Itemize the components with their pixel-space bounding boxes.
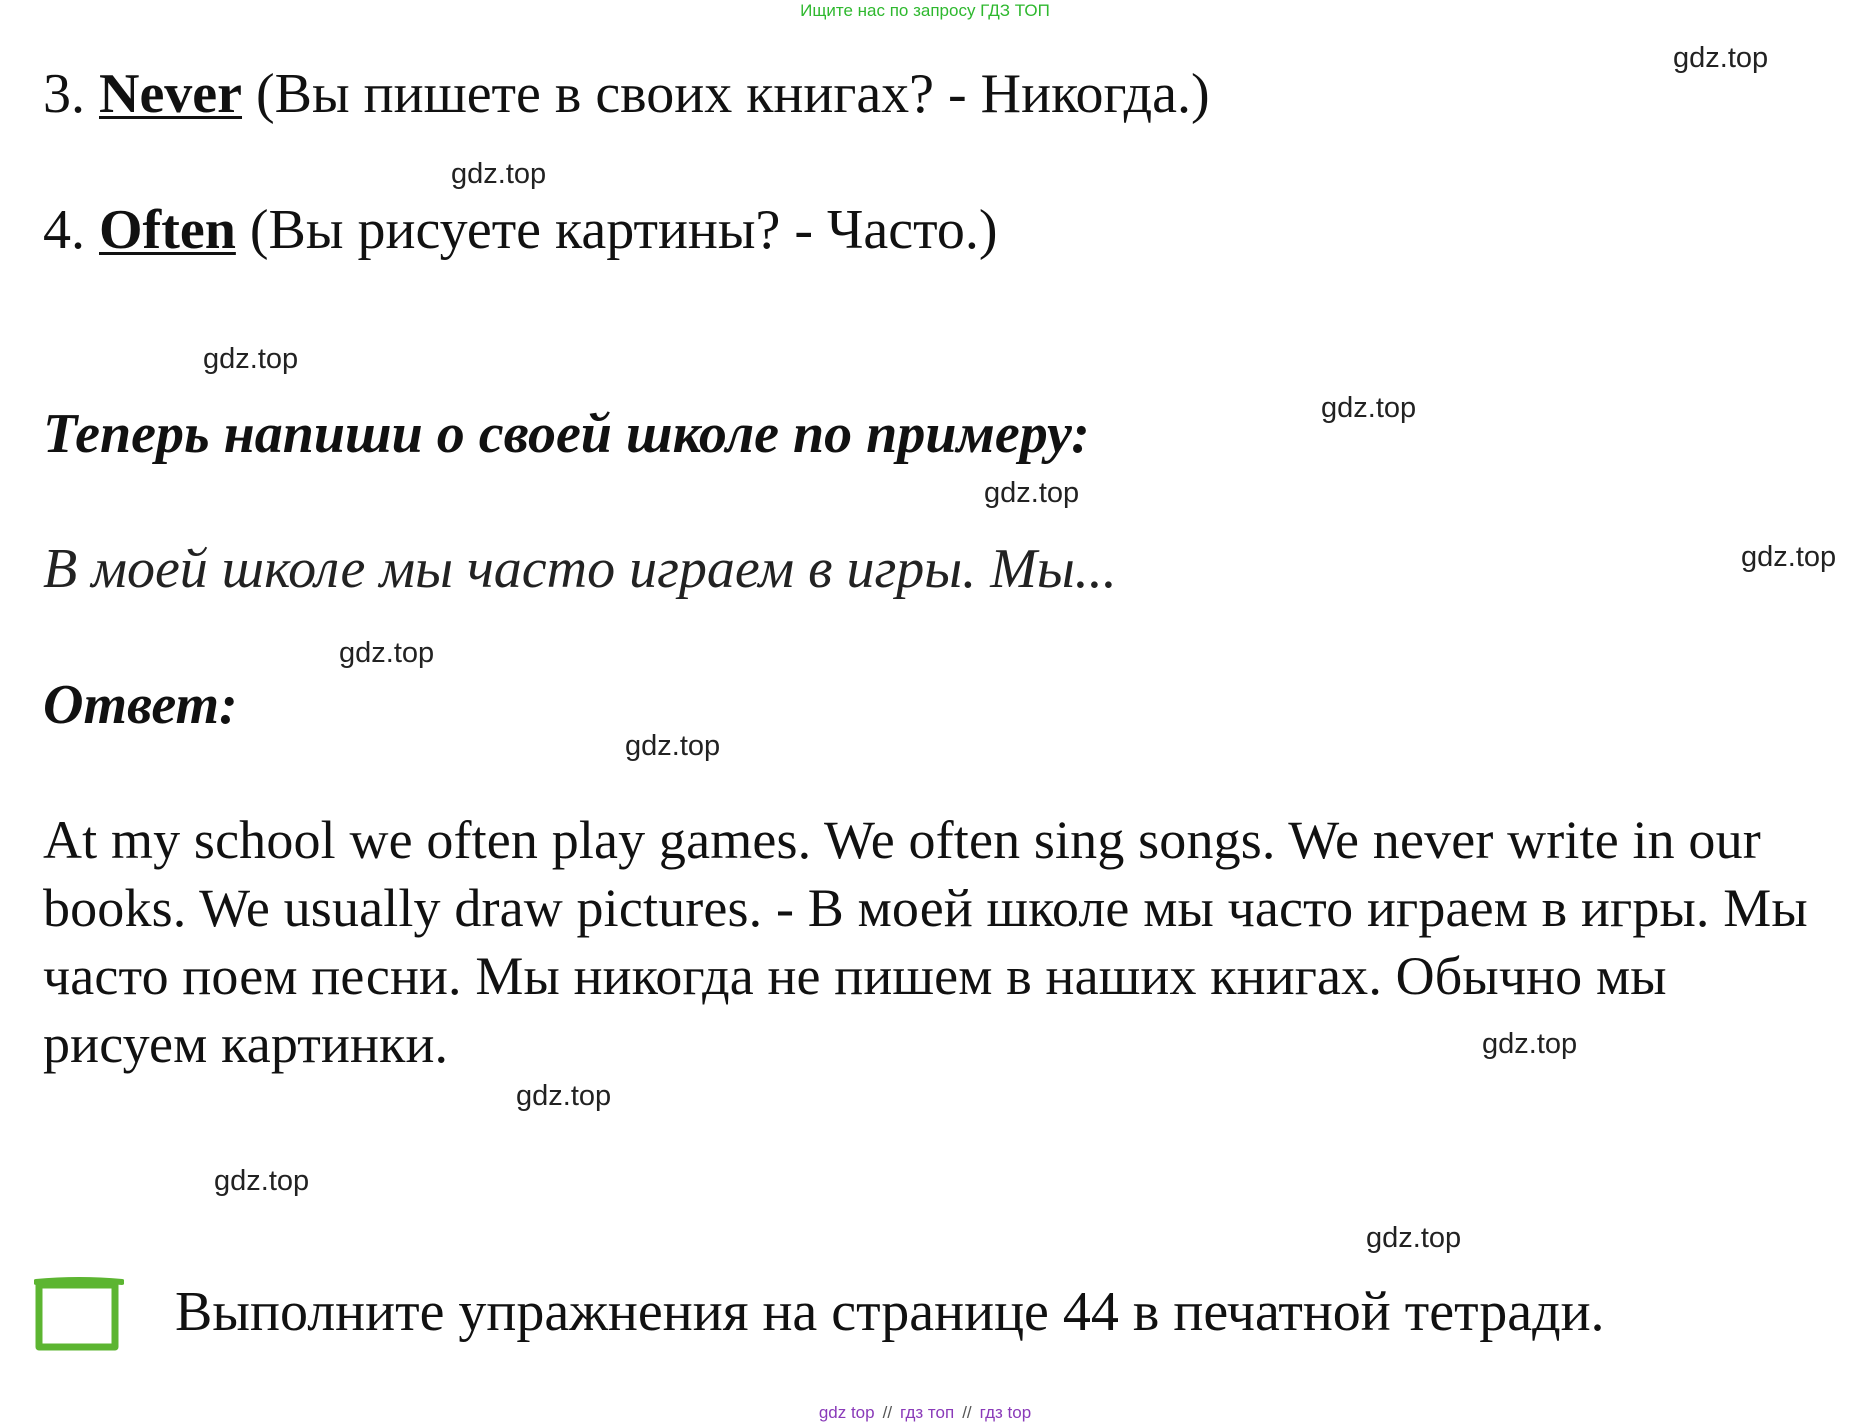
watermark: gdz.top	[625, 730, 721, 762]
watermark: gdz.top	[1673, 42, 1769, 74]
watermark: gdz.top	[1482, 1028, 1578, 1060]
watermark: gdz.top	[203, 343, 299, 375]
footer-links	[0, 1403, 1850, 1423]
footer-link[interactable]: gdz top	[818, 1403, 875, 1422]
watermark: gdz.top	[516, 1080, 612, 1112]
answer-item-3	[43, 63, 1210, 125]
watermark: gdz.top	[214, 1165, 310, 1197]
footer-link[interactable]: гдз топ	[900, 1403, 955, 1422]
task-heading: Теперь напиши о своей школе по примеру:	[43, 403, 1090, 465]
item-keyword: Often	[99, 199, 236, 261]
link-separator: //	[962, 1403, 972, 1422]
answer-label: Ответ:	[43, 674, 238, 736]
item-translation: (Вы рисуете картины? - Часто.)	[249, 199, 998, 261]
item-number: 3.	[43, 63, 85, 125]
item-number: 4.	[43, 199, 85, 261]
watermark: gdz.top	[1366, 1222, 1462, 1254]
footer-link[interactable]: гдз top	[979, 1403, 1032, 1422]
watermark: gdz.top	[1741, 541, 1837, 573]
top-banner[interactable]: Ищите нас по запросу ГДЗ ТОП	[800, 1, 1050, 20]
example-sentence: В моей школе мы часто играем в игры. Мы...	[43, 538, 1117, 600]
answer-item-4	[43, 199, 998, 261]
item-keyword: Never	[99, 63, 243, 125]
watermark: gdz.top	[984, 477, 1080, 509]
answer-text: At my school we often play games. We often sing songs. We never write in our books. We usually draw pictures. - В моей школе мы часто играем в игры. Мы часто поем песни. Мы никогда не пишем в наших книгах. Обычно мы рисуем картинки.	[43, 810, 1808, 1074]
watermark: gdz.top	[339, 637, 435, 669]
link-separator: //	[882, 1403, 893, 1422]
homework-instruction: Выполните упражнения на странице 44 в печатной тетради.	[175, 1281, 1605, 1343]
watermark: gdz.top	[1321, 392, 1417, 424]
item-translation: (Вы пишете в своих книгах? - Никогда.)	[256, 63, 1210, 125]
watermark: gdz.top	[451, 158, 547, 190]
workbook-icon	[34, 1276, 124, 1352]
